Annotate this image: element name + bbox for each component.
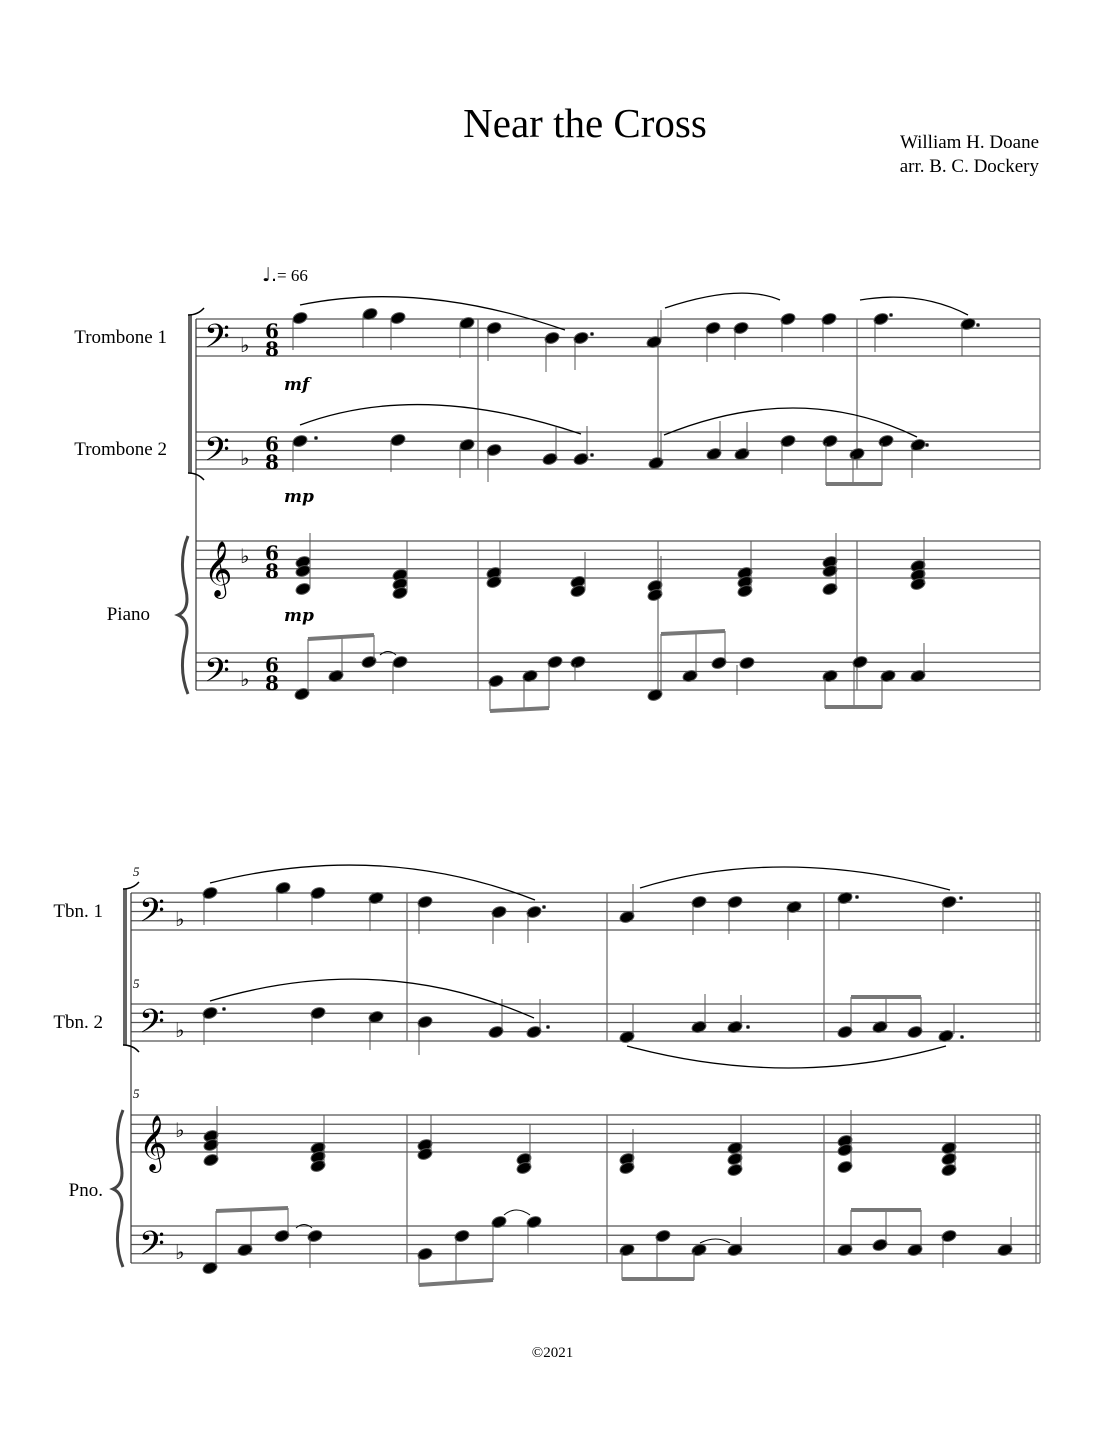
treble-clef-icon: 𝄞: [204, 541, 233, 597]
staff-piano-bass: [196, 653, 1040, 690]
piano-brace: [178, 536, 188, 694]
clef-key-system-2: [139, 892, 184, 1271]
bass-clef-icon: 𝄢: [204, 318, 230, 364]
bass-clef-icon: 𝄢: [204, 431, 230, 477]
svg-text:8: 8: [265, 671, 279, 695]
staff-tbn-2: [131, 1004, 1040, 1041]
bass-clef-icon: 𝄢: [139, 1225, 165, 1271]
flat-icon: ♭: [175, 907, 185, 931]
staff-tbn-1: [131, 893, 1040, 930]
instrument-label-tbn-1: Tbn. 1: [53, 901, 103, 922]
flat-icon: ♭: [175, 1240, 185, 1264]
dynamic-mf: mf: [284, 375, 310, 395]
instrument-label-tbn-2: Tbn. 2: [53, 1012, 103, 1033]
staff-trombone-1: [196, 319, 1040, 356]
page-title: Near the Cross: [463, 100, 707, 146]
tbn-2-notes-system-2: [201, 979, 963, 1068]
tbn-1-notes-system-2: [201, 865, 962, 944]
staff-trombone-2: [196, 432, 1040, 469]
flat-icon: ♭: [240, 333, 250, 357]
flat-icon: ♭: [175, 1118, 185, 1142]
dynamic-mp-piano: mp: [284, 606, 314, 626]
dotted-quarter-note-icon: ♩.: [262, 264, 278, 286]
tempo-value: = 66: [277, 266, 308, 285]
barlines: [407, 893, 1040, 1263]
svg-text:8: 8: [265, 450, 279, 474]
barlines: [478, 319, 1040, 690]
dynamic-mp: mp: [284, 487, 314, 507]
instrument-label-piano: Piano: [106, 604, 150, 625]
measure-number-5: 5: [133, 976, 140, 991]
svg-text:6: 6: [265, 319, 279, 343]
clef-key-time-system-1: [204, 318, 279, 698]
svg-text:8: 8: [265, 559, 279, 583]
measure-number-5: 5: [133, 864, 140, 879]
staff-pno-treble: [131, 1115, 1040, 1152]
arranger-credit: arr. B. C. Dockery: [899, 156, 1039, 177]
trombone-2-notes-system-1: [291, 405, 928, 485]
svg-text:6: 6: [265, 541, 279, 565]
composer-credit: William H. Doane: [899, 132, 1039, 153]
flat-icon: ♭: [240, 667, 250, 691]
staff-pno-bass: [131, 1226, 1040, 1263]
measure-number-5: 5: [133, 1086, 140, 1101]
svg-text:6: 6: [265, 653, 279, 677]
copyright-notice: ©2021: [531, 1345, 574, 1361]
trombone-1-notes-system-1: [291, 293, 979, 372]
instrument-label-pno: Pno.: [68, 1180, 103, 1201]
treble-clef-icon: 𝄞: [139, 1115, 168, 1171]
instrument-label-trombone-2: Trombone 2: [74, 439, 167, 460]
svg-text:6: 6: [265, 432, 279, 456]
bass-clef-icon: 𝄢: [139, 1003, 165, 1049]
pno-brace: [113, 1110, 123, 1267]
svg-text:8: 8: [265, 337, 279, 361]
bass-clef-icon: 𝄢: [204, 652, 230, 698]
flat-icon: ♭: [175, 1018, 185, 1042]
bass-clef-icon: 𝄢: [139, 892, 165, 938]
instrument-label-trombone-1: Trombone 1: [74, 327, 167, 348]
flat-icon: ♭: [240, 544, 250, 568]
flat-icon: ♭: [240, 446, 250, 470]
